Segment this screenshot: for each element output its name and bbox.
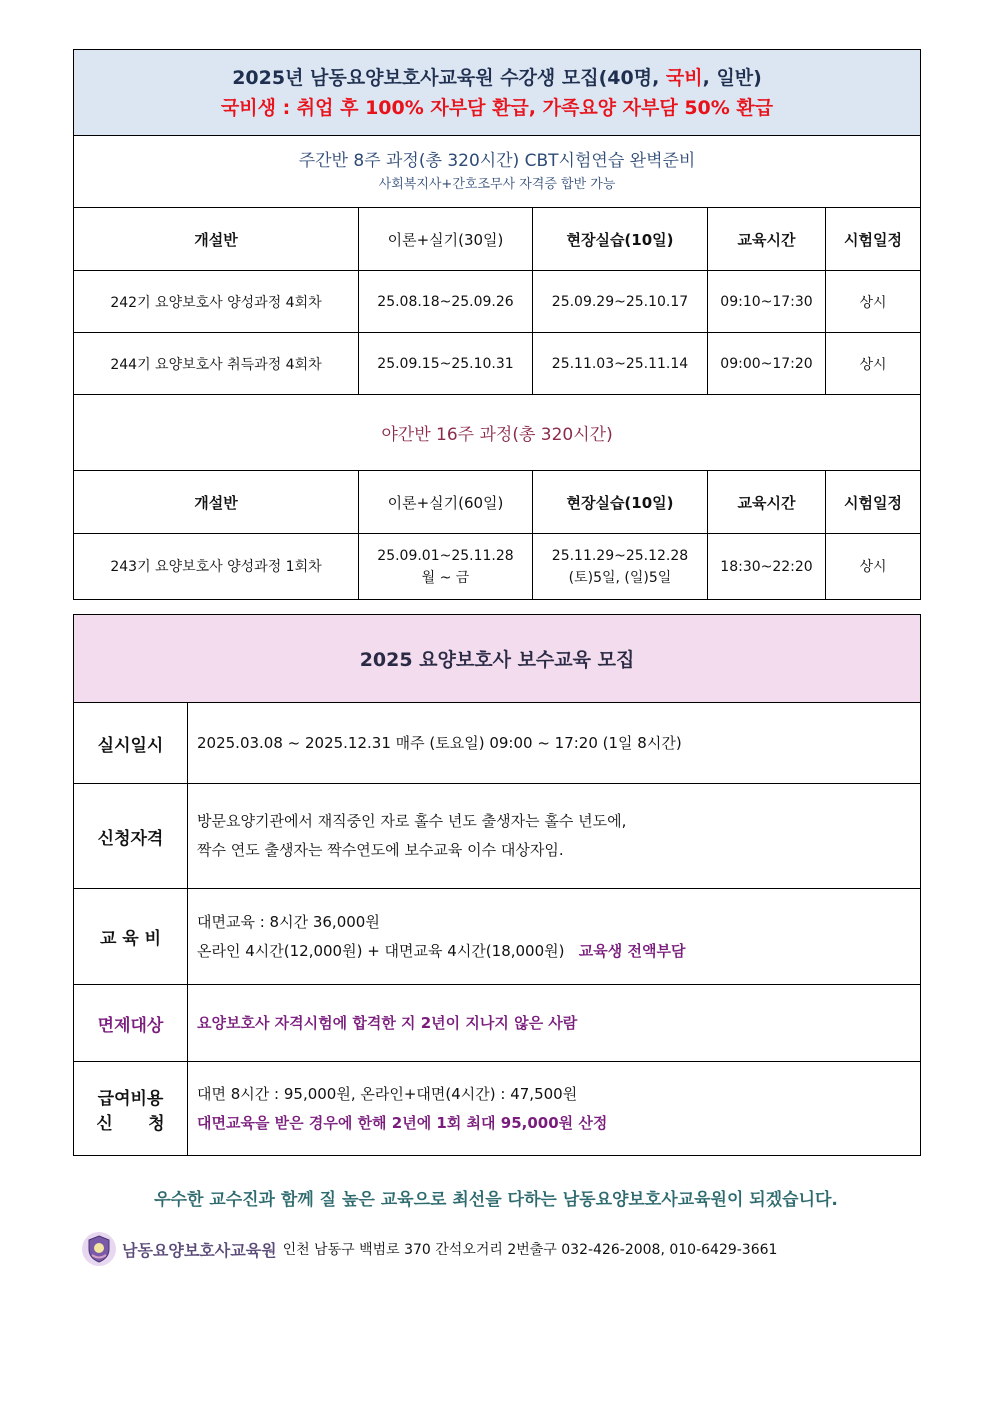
theory-period <box>359 534 533 600</box>
practice-period: 25.09.29~25.10.17 <box>533 271 708 333</box>
column-header: 개설반 <box>74 208 359 271</box>
day-course-title: 주간반 8주 과정(총 320시간) CBT시험연습 완벽준비 <box>298 150 696 171</box>
column-header: 개설반 <box>74 471 359 534</box>
column-header: 현장실습(10일) <box>533 208 708 271</box>
recruitment-table <box>73 49 921 600</box>
fee-note: 교육생 전액부담 <box>578 941 686 960</box>
eligibility-line: 짝수 연도 출생자는 짝수연도에 보수교육 이수 대상자임. <box>197 841 564 859</box>
fee-value <box>188 889 921 985</box>
night-course-title: 야간반 16주 과정(총 320시간) <box>74 395 921 471</box>
fee-line: 대면교육 : 8시간 36,000원 <box>197 912 380 931</box>
column-header: 이론+실기(30일) <box>359 208 533 271</box>
theory-dates: 25.09.01~25.11.28 <box>377 547 514 564</box>
column-header: 교육시간 <box>708 471 826 534</box>
class-name: 244기 요양보호사 취득과정 4회차 <box>74 333 359 395</box>
footer-brand: 남동요양보호사교육원 <box>122 1240 277 1260</box>
day-column-headers <box>74 208 921 271</box>
table-row <box>74 889 921 985</box>
exemption-value: 요양보호사 자격시험에 합격한 지 2년이 지나지 않은 사람 <box>188 985 921 1062</box>
recruitment-title: 2025년 남동요양보호사교육원 수강생 모집(40명, 국비, 일반) <box>232 66 762 89</box>
footer <box>80 1228 777 1270</box>
slogan: 우수한 교수진과 함께 질 높은 교육으로 최선을 다하는 남동요양보호사교육원이 되겠습니다. <box>154 1190 838 1210</box>
fee-label: 교 육 비 <box>74 889 188 985</box>
table-row <box>74 534 921 600</box>
column-header: 시험일정 <box>826 471 921 534</box>
claim-line: 대면 8시간 : 95,000원, 온라인+대면(4시간) : 47,500원 <box>197 1084 578 1103</box>
practice-period: 25.11.03~25.11.14 <box>533 333 708 395</box>
shield-emblem-icon <box>80 1230 118 1268</box>
class-time: 09:10~17:30 <box>708 271 826 333</box>
eligibility-label: 신청자격 <box>74 784 188 889</box>
day-course-header <box>74 136 921 208</box>
table-row <box>74 1062 921 1156</box>
practice-period <box>533 534 708 600</box>
table-row <box>74 333 921 395</box>
exam-schedule: 상시 <box>826 333 921 395</box>
refresher-table <box>73 614 921 1156</box>
recruitment-header <box>74 50 921 136</box>
class-name: 243기 요양보호사 양성과정 1회차 <box>74 534 359 600</box>
exam-schedule: 상시 <box>826 271 921 333</box>
eligibility-line: 방문요양기관에서 재직중인 자로 홀수 년도 출생자는 홀수 년도에, <box>197 812 627 830</box>
refresher-title: 2025 요양보호사 보수교육 모집 <box>74 615 921 703</box>
theory-period: 25.08.18~25.09.26 <box>359 271 533 333</box>
fee-line: 온라인 4시간(12,000원) + 대면교육 4시간(18,000원) 교육생 전액부담 <box>197 941 686 960</box>
column-header: 현장실습(10일) <box>533 471 708 534</box>
schedule-value: 2025.03.08 ~ 2025.12.31 매주 (토요일) 09:00 ~ 17:20 (1일 8시간) <box>188 703 921 784</box>
practice-dates: 25.11.29~25.12.28 <box>551 547 689 564</box>
exam-schedule: 상시 <box>826 534 921 600</box>
day-course-subtitle: 사회복지사+간호조무사 자격증 합반 가능 <box>378 176 616 192</box>
practice-days: (토)5일, (일)5일 <box>568 569 672 586</box>
class-name: 242기 요양보호사 양성과정 4회차 <box>74 271 359 333</box>
table-row <box>74 985 921 1062</box>
eligibility-value <box>188 784 921 889</box>
table-row <box>74 703 921 784</box>
column-header: 교육시간 <box>708 208 826 271</box>
class-time: 18:30~22:20 <box>708 534 826 600</box>
claim-value <box>188 1062 921 1156</box>
schedule-label: 실시일시 <box>74 703 188 784</box>
refund-notice: 국비생 : 취업 후 100% 자부담 환급, 가족요양 자부담 50% 환급 <box>220 96 774 119</box>
footer-address: 인천 남동구 백범로 370 간석오거리 2번출구 032-426-2008, 010-6429-3661 <box>282 1242 778 1258</box>
claim-line: 대면교육을 받은 경우에 한해 2년에 1회 최대 95,000원 산정 <box>197 1113 608 1132</box>
night-column-headers <box>74 471 921 534</box>
column-header: 시험일정 <box>826 208 921 271</box>
theory-period: 25.09.15~25.10.31 <box>359 333 533 395</box>
theory-days: 월 ~ 금 <box>421 569 470 586</box>
table-row <box>74 784 921 889</box>
table-row <box>74 271 921 333</box>
column-header: 이론+실기(60일) <box>359 471 533 534</box>
claim-label: 급여비용 신 청 <box>74 1062 188 1156</box>
exemption-label: 면제대상 <box>74 985 188 1062</box>
class-time: 09:00~17:20 <box>708 333 826 395</box>
